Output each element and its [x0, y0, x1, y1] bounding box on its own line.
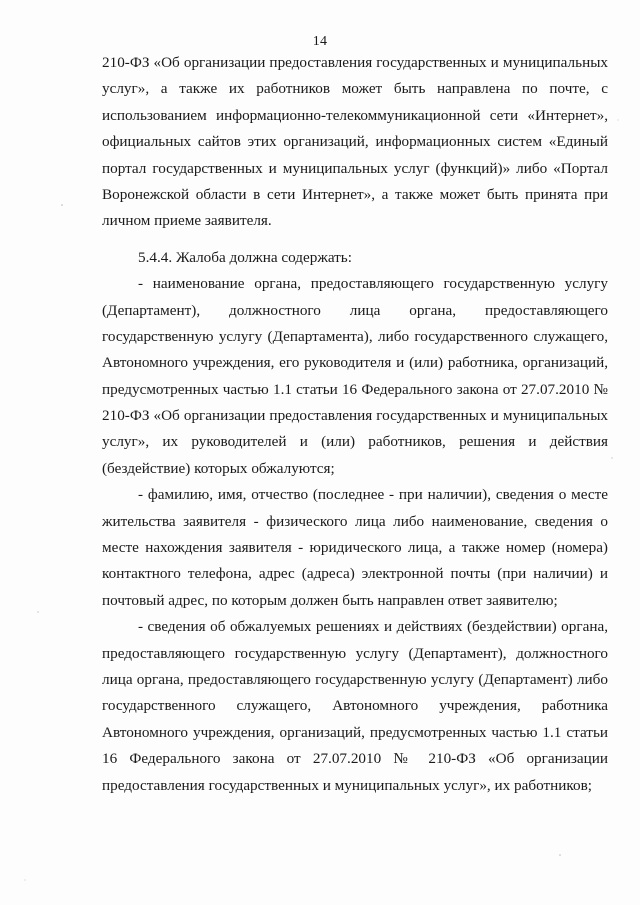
- text-line: 210-ФЗ «Об организации предоставления государственных и муниципальных: [102, 407, 608, 425]
- page-number: 14: [312, 34, 328, 49]
- text-line: - фамилию, имя, отчество (последнее - при наличии), сведения о месте: [138, 486, 608, 504]
- text-line: предусмотренных частью 1.1 статьи 16 Федерального закона от 27.07.2010 №: [102, 380, 608, 398]
- text-line: - сведения об обжалуемых решениях и действиях (бездействии) органа,: [138, 618, 608, 636]
- body-text: [102, 50, 608, 799]
- text-line: личном приеме заявителя.: [102, 212, 272, 230]
- text-line: использованием информационно-телекоммуникационной сети «Интернет»,: [102, 106, 608, 124]
- text-line: портал государственных и муниципальных услуг (функций)» либо «Портал: [102, 159, 608, 177]
- text-line: государственного служащего, Автономного учреждения, работника: [102, 697, 608, 715]
- text-line: контактного телефона, адрес (адреса) электронной почты (при наличии) и: [102, 565, 608, 583]
- text-line: жительства заявителя - физического лица либо наименование, сведения о: [102, 512, 608, 530]
- text-line: государственную услугу (Департамента), либо государственного служащего,: [102, 327, 608, 345]
- text-line: официальных сайтов этих организаций, информационных систем «Единый: [102, 133, 608, 151]
- text-line: почтовый адрес, по которым должен быть направлен ответ заявителю;: [102, 591, 558, 609]
- text-line: услуг», их руководителей и (или) работников, решения и действия: [102, 433, 608, 451]
- text-line: Автономного учреждения, его руководителя и (или) работника, организаций,: [102, 354, 608, 372]
- text-line: предоставления государственных и муниципальных услуг», их работников;: [102, 776, 592, 794]
- text-line: 16 Федерального закона от 27.07.2010 № 210-ФЗ «Об организации: [102, 750, 608, 768]
- text-line: Воронежской области в сети Интернет», а также может быть принята при: [102, 185, 608, 203]
- text-line: 210-ФЗ «Об организации предоставления государственных и муниципальных: [102, 54, 608, 71]
- text-line: лица органа, предоставляющего государственную услугу (Департамент) либо: [102, 670, 608, 688]
- text-line: месте нахождения заявителя - юридического лица, а также номер (номера): [102, 539, 608, 557]
- text-line: (бездействие) которых обжалуются;: [102, 459, 335, 477]
- text-line: Автономного учреждения, организаций, предусмотренных частью 1.1 статьи: [102, 723, 608, 741]
- text-line: услуг», а также их работников может быть направлена по почте, с: [102, 80, 608, 98]
- text-line: предоставляющего государственную услугу (Департамент), должностного: [102, 644, 608, 662]
- text-line: (Департамент), должностного лица органа, предоставляющего: [102, 301, 608, 319]
- section-heading: 5.4.4. Жалоба должна содержать:: [138, 248, 352, 266]
- text-line: - наименование органа, предоставляющего государственную услугу: [138, 275, 608, 293]
